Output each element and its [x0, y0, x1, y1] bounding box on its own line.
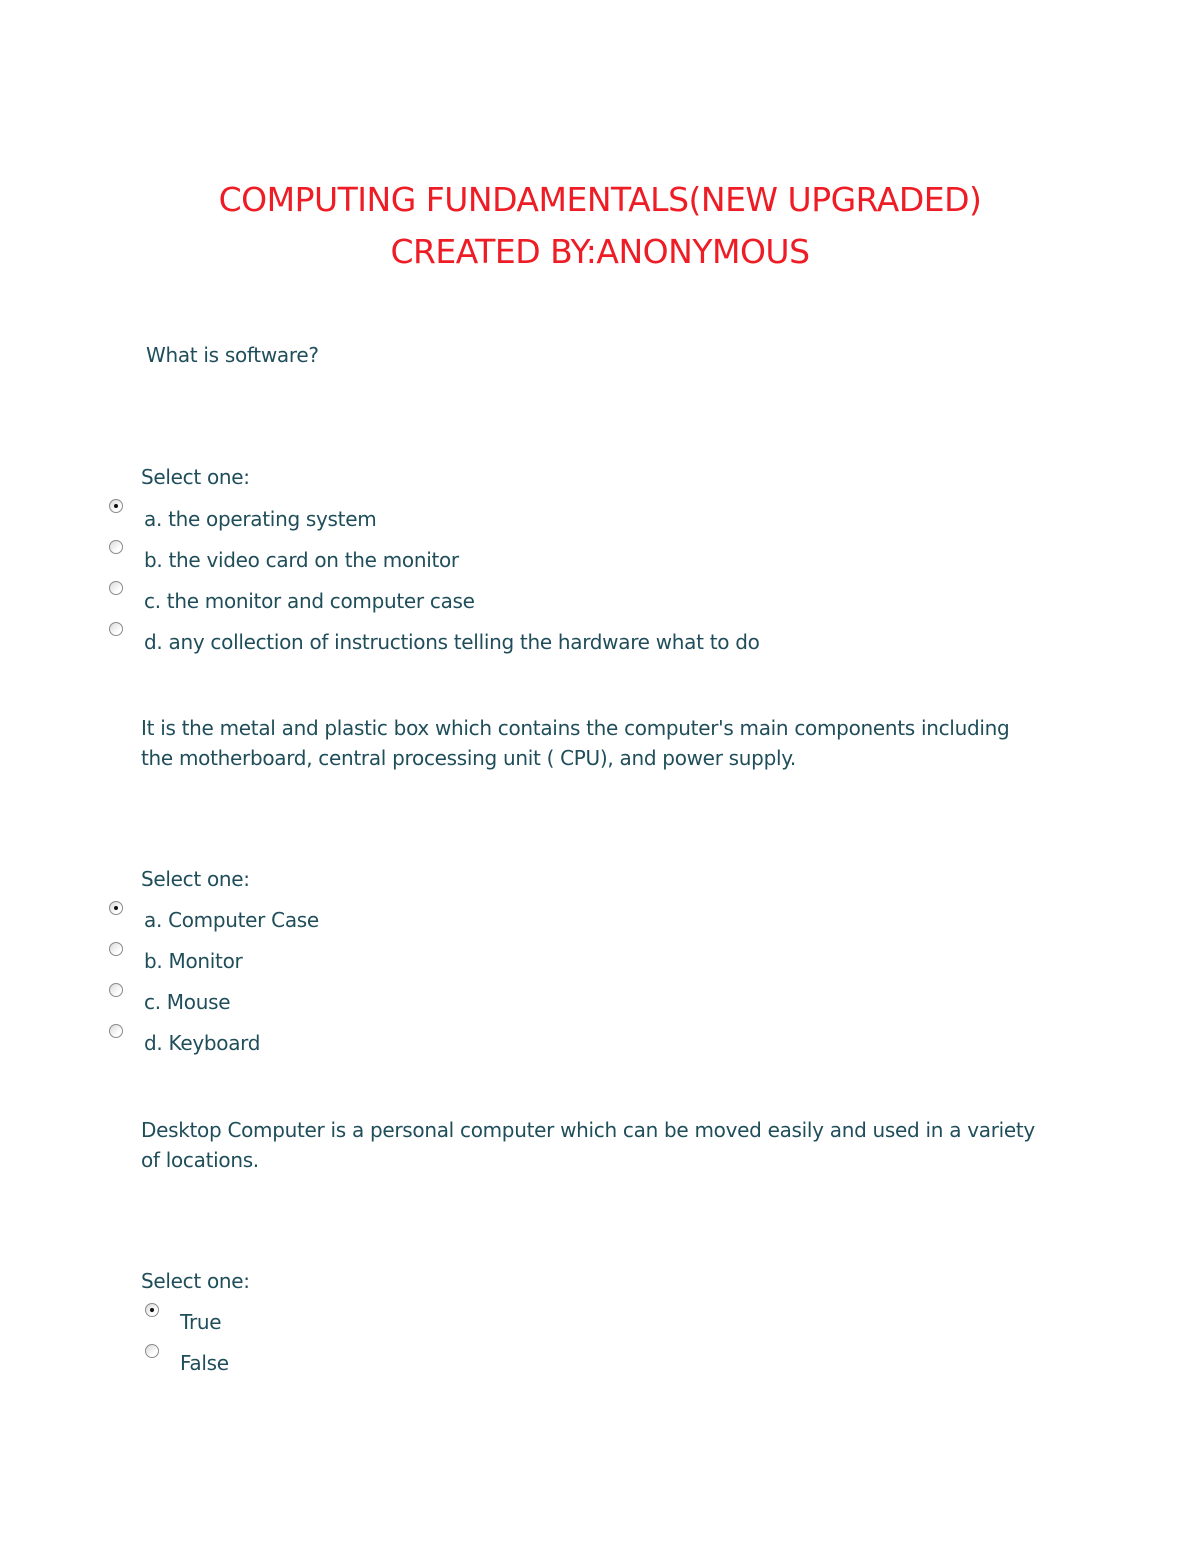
radio-option-b[interactable] — [109, 540, 123, 554]
radio-option-false[interactable] — [145, 1344, 159, 1358]
select-one-label: Select one: — [141, 465, 250, 489]
question-prompt-line: the motherboard, central processing unit ( CPU), and power supply. — [141, 746, 796, 770]
radio-option-a[interactable] — [109, 499, 123, 513]
option-label: a. the operating system — [144, 507, 377, 531]
radio-option-b[interactable] — [109, 942, 123, 956]
option-label: b. the video card on the monitor — [144, 548, 459, 572]
option-label: d. any collection of instructions telling the hardware what to do — [144, 630, 760, 654]
select-one-label: Select one: — [141, 1269, 250, 1293]
question-prompt-line: of locations. — [141, 1148, 259, 1172]
document-author: CREATED BY:ANONYMOUS — [390, 232, 810, 271]
radio-option-d[interactable] — [109, 1024, 123, 1038]
option-label: c. Mouse — [144, 990, 231, 1014]
option-label: a. Computer Case — [144, 908, 319, 932]
document-title: COMPUTING FUNDAMENTALS(NEW UPGRADED) — [218, 180, 982, 219]
option-label: False — [180, 1351, 229, 1375]
option-label: b. Monitor — [144, 949, 243, 973]
option-label: c. the monitor and computer case — [144, 589, 475, 613]
question-prompt-line: Desktop Computer is a personal computer which can be moved easily and used in a variety — [141, 1118, 1035, 1142]
radio-option-true[interactable] — [145, 1303, 159, 1317]
radio-option-c[interactable] — [109, 581, 123, 595]
option-label: True — [180, 1310, 222, 1334]
option-label: d. Keyboard — [144, 1031, 261, 1055]
select-one-label: Select one: — [141, 867, 250, 891]
question-prompt-line: It is the metal and plastic box which contains the computer's main components including — [141, 716, 1010, 740]
radio-option-c[interactable] — [109, 983, 123, 997]
question-prompt: What is software? — [146, 343, 319, 367]
radio-option-a[interactable] — [109, 901, 123, 915]
radio-option-d[interactable] — [109, 622, 123, 636]
